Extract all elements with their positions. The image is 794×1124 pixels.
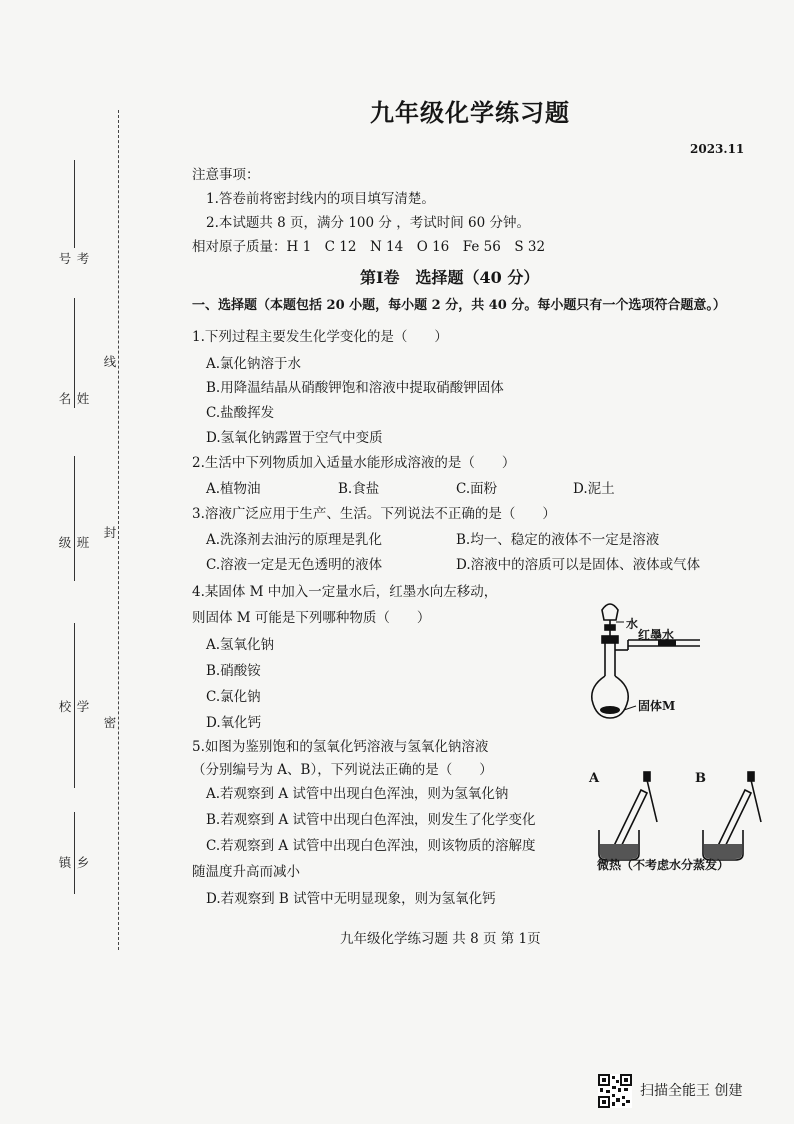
q3-option-b: B.均一、稳定的液体不一定是溶液 <box>456 532 660 548</box>
notes-item-2: 2.本试题共 8 页，满分 100 分 ，考试时间 60 分钟。 <box>206 215 530 231</box>
page-footer: 九年级化学练习题 共 8 页 第 1页 <box>340 931 541 947</box>
q4-option-b: B.硝酸铵 <box>206 663 261 679</box>
q2-option-a: A.植物油 <box>206 481 261 497</box>
q4-option-c: C.氯化钠 <box>206 689 261 705</box>
atomic-mass-line: 相对原子质量：H 1 C 12 N 14 O 16 Fe 56 S 32 <box>192 239 546 255</box>
q5-option-b: B.若观察到 A 试管中出现白色浑浊，则发生了化学变化 <box>206 812 536 828</box>
q5-stem-line1: 5.如图为鉴别饱和的氢氧化钙溶液与氢氧化钠溶液 <box>192 739 489 755</box>
q2-option-b: B.食盐 <box>338 481 380 497</box>
q1-stem: 1.下列过程主要发生化学变化的是（ ） <box>192 329 448 345</box>
write-line-township <box>74 812 75 894</box>
q5-label-a: A <box>589 771 600 786</box>
q3-option-a: A.洗涤剂去油污的原理是乳化 <box>206 532 383 548</box>
label-township: 乡镇 <box>57 856 90 869</box>
q2-option-d: D.泥土 <box>573 481 615 497</box>
q3-option-c: C.溶液一定是无色透明的液体 <box>206 557 383 573</box>
q5-stem-line2: （分别编号为 A、B），下列说法正确的是（ ） <box>192 762 493 778</box>
q4-label-solid: 固体M <box>638 699 676 713</box>
q4-option-a: A.氢氧化钠 <box>206 637 275 653</box>
q1-option-d: D.氢氧化钠露置于空气中变质 <box>206 430 383 446</box>
label-exam-number: 考号 <box>57 252 90 265</box>
section-instructions: 一、选择题（本题包括 20 小题，每小题 2 分，共 40 分。每小题只有一个选项符合题意。） <box>192 298 726 313</box>
q1-option-a: A.氯化钠溶于水 <box>206 356 302 372</box>
seal-line <box>118 110 119 950</box>
seal-char-secret: 密 <box>102 716 117 729</box>
write-line-class <box>74 456 75 581</box>
seal-char-line: 线 <box>102 355 117 368</box>
qr-code-icon <box>598 1074 632 1108</box>
qr-code-drawing <box>598 1074 632 1108</box>
q4-stem-line1: 4.某固体 M 中加入一定量水后，红墨水向左移动， <box>192 584 498 600</box>
q4-option-d: D.氧化钙 <box>206 715 262 731</box>
q4-stem-line2: 则固体 M 可能是下列哪种物质（ ） <box>192 610 431 626</box>
q2-stem: 2.生活中下列物质加入适量水能形成溶液的是（ ） <box>192 455 516 471</box>
q5-label-b: B <box>695 771 706 786</box>
q5-test-tube-figure <box>585 768 780 874</box>
q2-option-c: C.面粉 <box>456 481 498 497</box>
notes-heading: 注意事项： <box>192 167 260 183</box>
label-class: 班级 <box>57 536 90 549</box>
write-line-exam-number <box>74 160 75 248</box>
scanner-brand-text: 扫描全能王 创建 <box>640 1083 743 1099</box>
q5-option-d: D.若观察到 B 试管中无明显现象，则为氢氧化钙 <box>206 891 496 907</box>
section-title: 第Ⅰ卷 选择题（40 分） <box>360 268 540 287</box>
notes-item-1: 1.答卷前将密封线内的项目填写清楚。 <box>206 191 435 207</box>
label-name: 姓名 <box>57 392 90 405</box>
q4-apparatus-figure <box>580 596 730 724</box>
q4-label-water: 水 <box>626 617 639 631</box>
q1-option-b: B.用降温结晶从硝酸钾饱和溶液中提取硝酸钾固体 <box>206 380 504 396</box>
q5-option-c-line2: 随温度升高而减小 <box>192 864 300 880</box>
q3-stem: 3.溶液广泛应用于生产、生活。下列说法不正确的是（ ） <box>192 506 556 522</box>
seal-char-seal: 封 <box>102 526 117 539</box>
q3-option-d: D.溶液中的溶质可以是固体、液体或气体 <box>456 557 701 573</box>
q1-option-c: C.盐酸挥发 <box>206 405 275 421</box>
q5-option-c-line1: C.若观察到 A 试管中出现白色浑浊，则该物质的溶解度 <box>206 838 536 854</box>
exam-date: 2023.11 <box>690 142 745 156</box>
q5-option-a: A.若观察到 A 试管中出现白色浑浊，则为氢氧化钠 <box>206 786 509 802</box>
label-school: 学校 <box>57 700 90 713</box>
q5-figure-caption: 微热（不考虑水分蒸发） <box>597 858 730 872</box>
q4-label-ink: 红墨水 <box>638 628 675 642</box>
exam-title: 九年级化学练习题 <box>370 98 570 127</box>
